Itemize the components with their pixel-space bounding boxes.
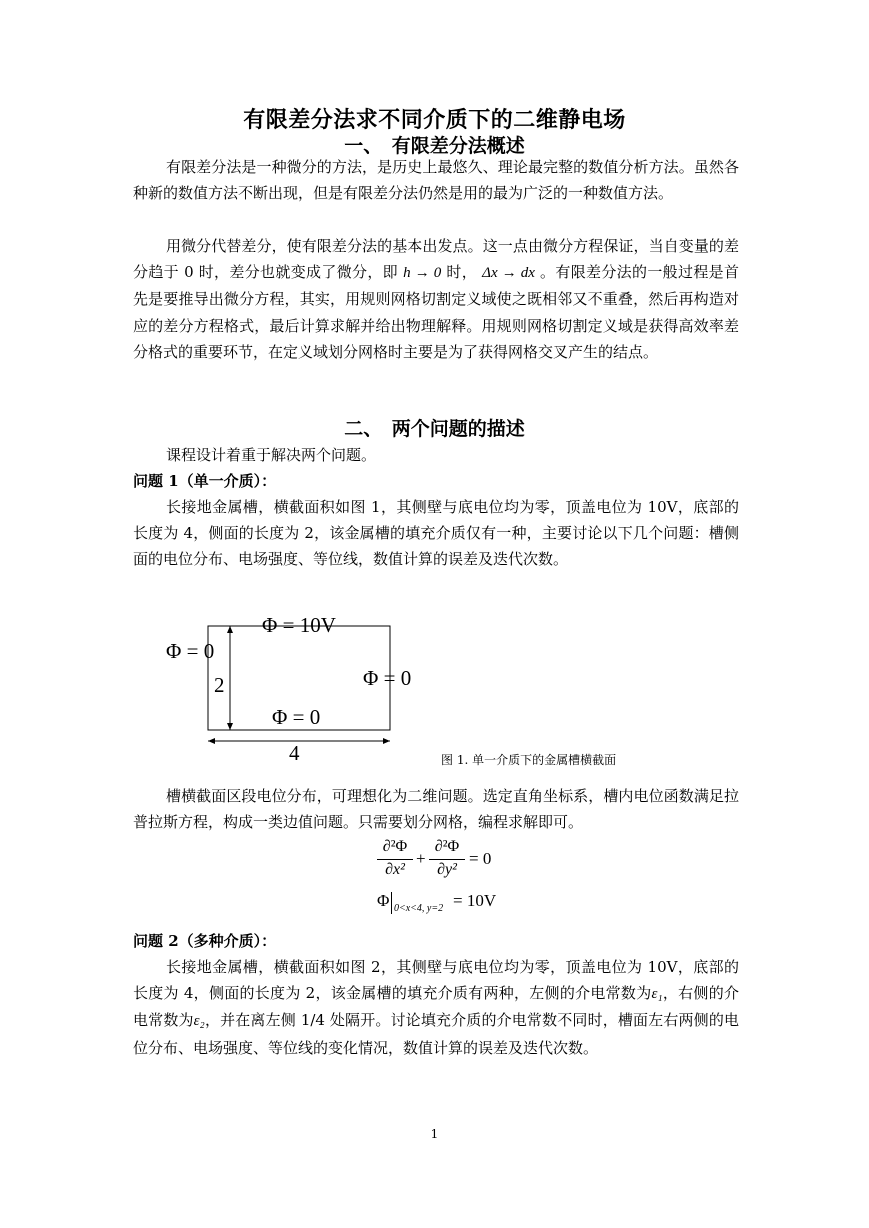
section-2-heading: 二、 两个问题的描述 — [344, 418, 525, 440]
phi-symbol: Φ — [377, 891, 390, 910]
p2-text-b: 时， — [441, 263, 483, 282]
dx-formula: Δx → dx — [482, 265, 535, 282]
fraction-2-denominator: ∂y² — [437, 861, 457, 878]
epsilon-1: ε₁ — [651, 986, 663, 1003]
document-title: 有限差分法求不同介质下的二维静电场 — [243, 108, 626, 133]
left-potential-label: Φ = 0 — [166, 639, 215, 663]
height-arrow-bottom — [227, 723, 233, 730]
page-number: 1 — [430, 1127, 439, 1141]
p2-text-a: 用微分代替差分，使有限差分法的基本出发点。这一点由微分方程保证，当自变量的差分趋于 0 时，差分也就变成了微分，即 — [133, 237, 739, 282]
q2-text-b: ，右侧的介电常数为 — [133, 984, 739, 1030]
laplace-equation — [377, 838, 497, 888]
plus-sign: + — [416, 849, 426, 868]
height-dimension-label: 2 — [214, 673, 225, 697]
evaluation-bar — [391, 892, 392, 914]
fraction-1-bar — [377, 859, 413, 860]
epsilon-2: ε₂ — [193, 1013, 205, 1030]
section-1-paragraph-1: 有限差分法是一种微分的方法，是历史上最悠久、理论最完整的数值分析方法。虽然各种新的数值方法不断出现，但是有限差分法仍然是用的最为广泛的一种数值方法。 — [133, 158, 739, 203]
problem-2-text — [133, 954, 739, 1061]
fraction-2-bar — [429, 859, 465, 860]
width-arrow-left — [208, 738, 215, 744]
problem-2-label: 问题 2（多种介质）： — [133, 932, 277, 950]
h-to-zero-formula: h → 0 — [403, 265, 442, 282]
problem-1-label: 问题 1（单一介质）： — [133, 472, 277, 490]
boundary-subscript: 0<x<4, y=2 — [394, 903, 444, 914]
problem-1-text: 长接地金属槽，横截面积如图 1，其侧壁与底电位均为零，顶盖电位为 10V，底部的长度为 4，侧面的长度为 2，该金属槽的填充介质仅有一种，主要讨论以下几个问题：槽侧面的电位分布、电场强度、等位线，数值计算的误差及迭代次数。 — [133, 498, 739, 569]
section-1-heading: 一、 有限差分法概述 — [344, 135, 525, 157]
fraction-2-numerator: ∂²Φ — [434, 838, 460, 855]
width-dimension-label: 4 — [289, 741, 300, 765]
width-arrow-right — [383, 738, 390, 744]
height-arrow-top — [227, 626, 233, 633]
fraction-1-denominator: ∂x² — [385, 861, 405, 878]
q2-text-a: 长接地金属槽，横截面积如图 2，其侧壁与底电位均为零，顶盖电位为 10V，底部的长度为 4，侧面的长度为 2，该金属槽的填充介质有两种，左侧的介电常数为 — [133, 958, 739, 1003]
paragraph-after-figure: 槽横截面区段电位分布，可理想化为二维问题。选定直角坐标系，槽内电位函数满足拉普拉斯方程，构成一类边值问题。只需要划分网格，编程求解即可。 — [133, 787, 739, 832]
q2-text-c: ，并在离左侧 1/4 处隔开。讨论填充介质的介电常数不同时，槽面左右两侧的电位分布、电场强度、等位线的变化情况，数值计算的误差及迭代次数。 — [133, 1011, 739, 1057]
boundary-condition-equation — [377, 891, 517, 919]
right-potential-label: Φ = 0 — [363, 666, 412, 690]
bottom-potential-label: Φ = 0 — [272, 705, 321, 729]
boundary-value: = 10V — [453, 891, 497, 910]
equals-zero: = 0 — [469, 849, 492, 868]
figure-1-caption: 图 1. 单一介质下的金属槽横截面 — [441, 753, 617, 767]
top-potential-label: Φ = 10V — [262, 613, 336, 637]
fraction-1-numerator: ∂²Φ — [382, 838, 408, 855]
section-2-intro: 课程设计着重于解决两个问题。 — [166, 446, 377, 464]
p2-text-c: 。有限差分法的一般过程是首先是要推导出微分方程，其实，用规则网格切割定义域使之既相邻又不重叠，然后再构造对应的差分方程格式，最后计算求解并给出物理解释。用规则网格切割定义域是获得高效率差分格式的重要环节，在定义域划分网格时主要是为了获得网格交叉产生的结点。 — [133, 263, 739, 361]
